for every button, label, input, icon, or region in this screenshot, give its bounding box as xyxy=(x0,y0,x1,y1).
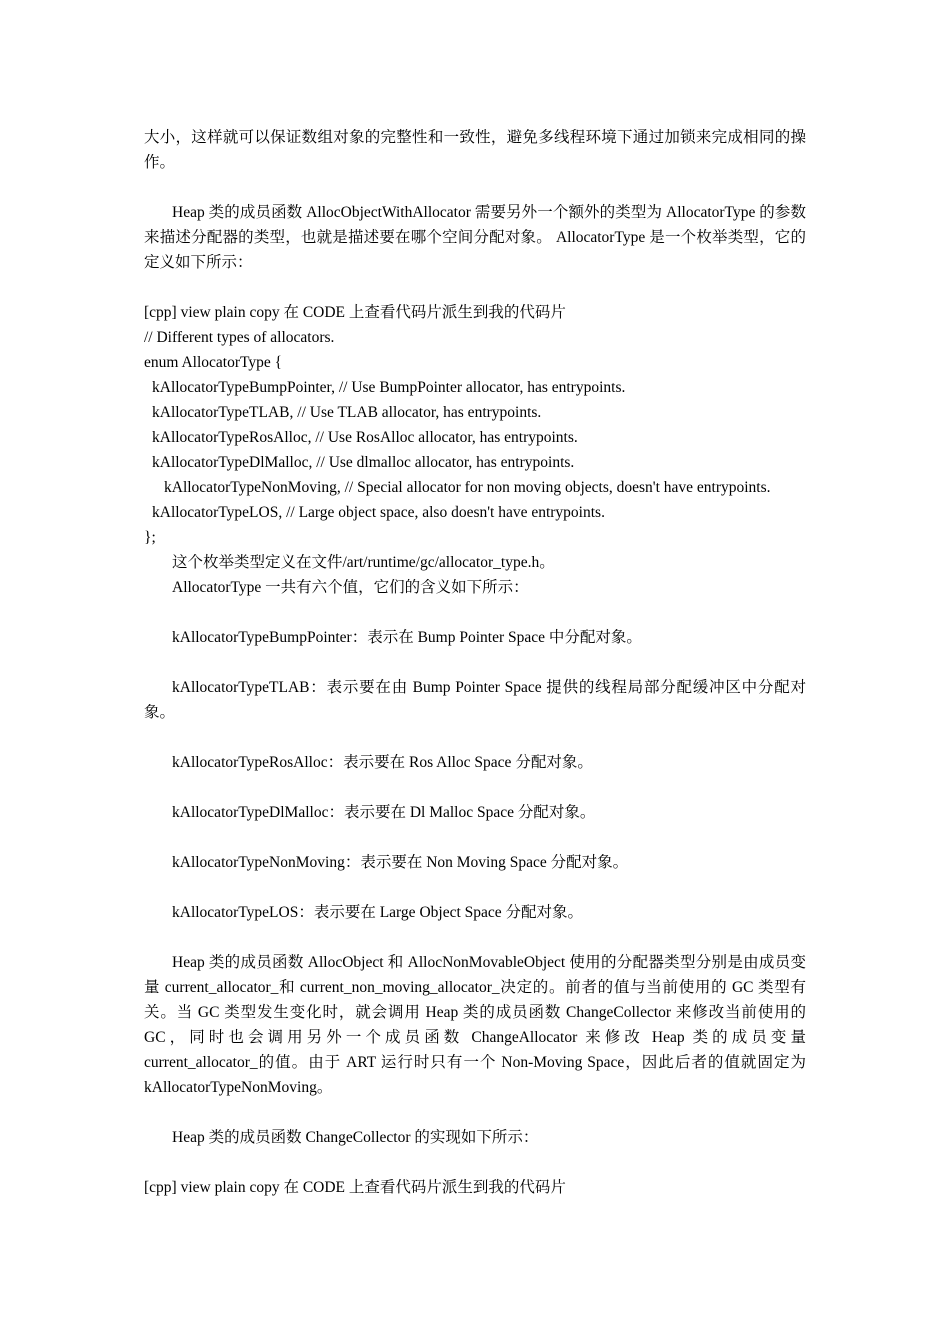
code-line: kAllocatorTypeBumpPointer, // Use BumpPointer allocator, has entrypoints. xyxy=(152,379,626,396)
spacer xyxy=(144,825,806,850)
code-line: kAllocatorTypeRosAlloc, // Use RosAlloc allocator, has entrypoints. xyxy=(152,429,578,446)
code-line: enum AllocatorType { xyxy=(144,354,283,371)
meaning-item: kAllocatorTypeDlMalloc：表示要在 Dl Malloc Space 分配对象。 xyxy=(172,804,596,821)
six-values-paragraph: AllocatorType 一共有六个值，它们的含义如下所示： xyxy=(172,579,529,596)
spacer xyxy=(144,1150,806,1175)
code-header: [cpp] view plain copy 在 CODE 上查看代码片派生到我的代码片 xyxy=(144,1179,566,1196)
intro-paragraph: 大小，这样就可以保证数组对象的完整性和一致性，避免多线程环境下通过加锁来完成相同的操作。 xyxy=(144,129,806,171)
code-line: kAllocatorTypeLOS, // Large object space, also doesn't have entrypoints. xyxy=(152,504,605,521)
code-header: [cpp] view plain copy 在 CODE 上查看代码片派生到我的代码片 xyxy=(144,304,566,321)
meaning-item: kAllocatorTypeNonMoving：表示要在 Non Moving Space 分配对象。 xyxy=(172,854,629,871)
change-collector-paragraph: Heap 类的成员函数 ChangeCollector 的实现如下所示： xyxy=(172,1129,539,1146)
meaning-item: kAllocatorTypeBumpPointer：表示在 Bump Pointer Space 中分配对象。 xyxy=(172,629,642,646)
spacer xyxy=(144,600,806,625)
code-line: // Different types of allocators. xyxy=(144,329,335,346)
spacer xyxy=(144,650,806,675)
meaning-item: kAllocatorTypeLOS：表示要在 Large Object Space 分配对象。 xyxy=(172,904,584,921)
alloc-paragraph: Heap 类的成员函数 AllocObjectWithAllocator 需要另外一个额外的类型为 AllocatorType 的参数来描述分配器的类型，也就是描述要在哪个空间分配对象。 AllocatorType 是一个枚举类型，它的定义如下所示： xyxy=(144,204,806,271)
code-line: kAllocatorTypeTLAB, // Use TLAB allocator, has entrypoints. xyxy=(152,404,542,421)
spacer xyxy=(144,725,806,750)
spacer xyxy=(144,775,806,800)
document-page xyxy=(144,125,806,1200)
spacer xyxy=(144,275,806,300)
meaning-item: kAllocatorTypeRosAlloc：表示要在 Ros Alloc Space 分配对象。 xyxy=(172,754,593,771)
code-line: }; xyxy=(144,529,156,546)
heap-paragraph: Heap 类的成员函数 AllocObject 和 AllocNonMovableObject 使用的分配器类型分别是由成员变量 current_allocator_和 current_non_moving_allocator_决定的。前者的值与当前使用的 GC 类型有关。当 GC 类型发生变化时，就会调用 Heap 类的成员函数 ChangeCollector 来修改当前使用的 GC，同时也会调用另外一个成员函数 ChangeAllocator 来修改 Heap 类的成员变量 current_allocator_的值。由于 ART 运行时只有一个 Non-Moving Space，因此后者的值就固定为 kAllocatorTypeNonMoving。 xyxy=(144,954,806,1096)
spacer xyxy=(144,925,806,950)
meaning-item: kAllocatorTypeTLAB：表示要在由 Bump Pointer Space 提供的线程局部分配缓冲区中分配对象。 xyxy=(144,679,806,721)
spacer xyxy=(144,175,806,200)
defined-paragraph: 这个枚举类型定义在文件/art/runtime/gc/allocator_type.h。 xyxy=(172,554,555,571)
code-line: kAllocatorTypeDlMalloc, // Use dlmalloc allocator, has entrypoints. xyxy=(152,454,575,471)
spacer xyxy=(144,1100,806,1125)
spacer xyxy=(144,875,806,900)
code-line: kAllocatorTypeNonMoving, // Special allocator for non moving objects, doesn't have entrypoints. xyxy=(164,479,771,496)
